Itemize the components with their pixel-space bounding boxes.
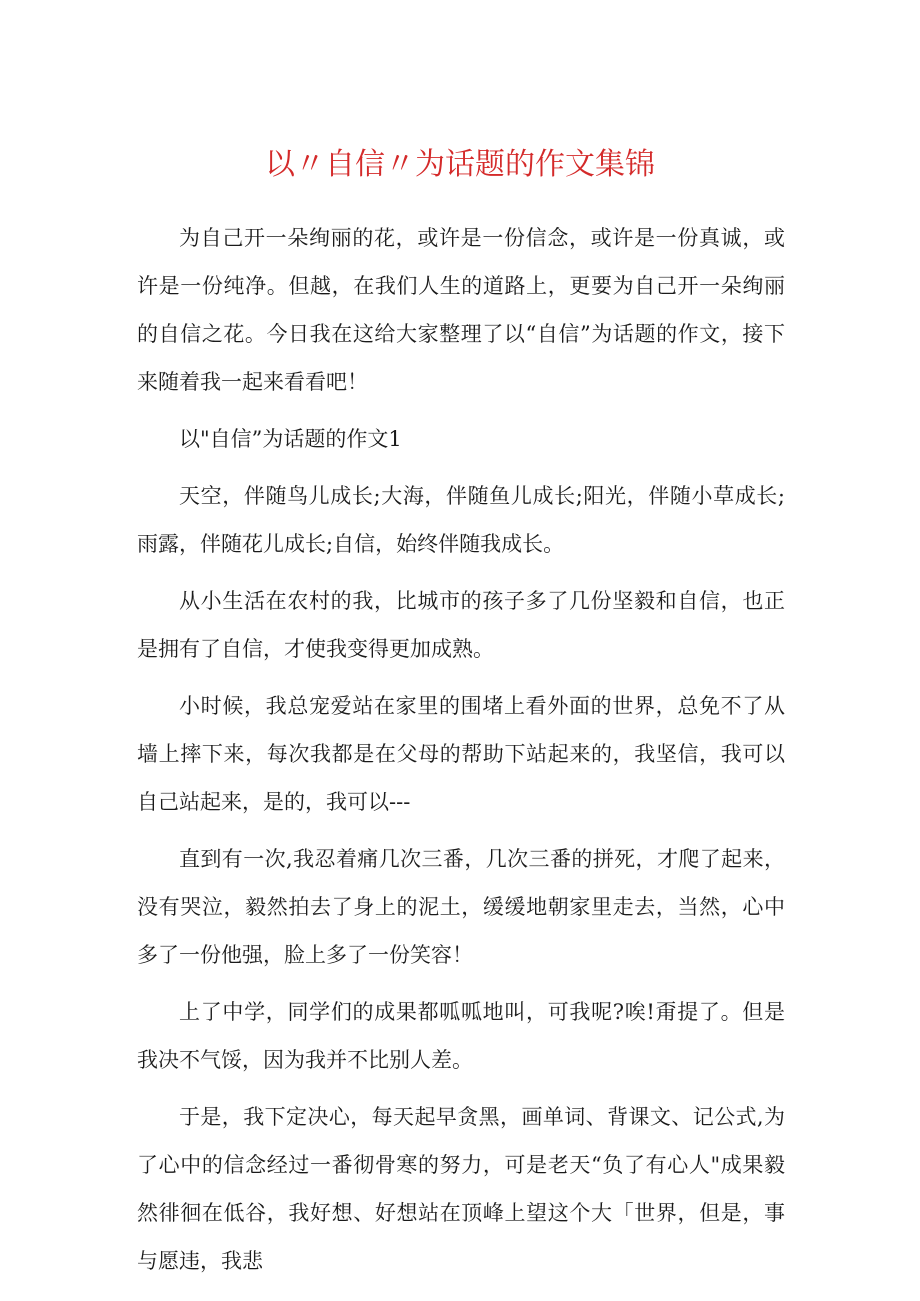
paragraph: 于是，我下定决心，每天起早贪黑，画单词、背课文、记公式,为了心中的信念经过一番彻骨寒的努力，可是老天“负了有心人"成果毅然徘徊在低谷，我好想、好想站在顶峰上望这个大「世界，但是，事与愿违，我悲 [137, 1105, 785, 1273]
paragraph: 小时候，我总宠爱站在家里的围堵上看外面的世界，总免不了从墙上摔下来，每次我都是在父母的帮助下站起来的，我坚信，我可以自己站起来，是的，我可以--- [137, 694, 785, 814]
paragraph: 上了中学，同学们的成果都呱呱地叫，可我呢?唉!甭提了。但是我决不气馁，因为我并不比别人差。 [137, 1000, 785, 1072]
paragraph: 从小生活在农村的我，比城市的孩子多了几份坚毅和自信，也正是拥有了自信，才使我变得更加成熟。 [137, 589, 785, 661]
paragraph-intro: 为自己开一朵绚丽的花，或许是一份信念，或许是一份真诚，或许是一份纯净。但越，在我们人生的道路上，更要为自己开一朵绚丽的自信之花。今日我在这给大家整理了以“自信”为话题的作文，接下来随着我一起来看看吧！ [137, 226, 785, 394]
document-body [137, 214, 785, 1294]
essay-heading: 以"自信”为话题的作文1 [179, 427, 402, 451]
paragraph: 天空，伴随鸟儿成长;大海，伴随鱼儿成长;阳光，伴随小草成长;雨露，伴随花儿成长;自信，始终伴随我成长。 [137, 484, 785, 556]
paragraph: 直到有一次,我忍着痛几次三番，几次三番的拼死，才爬了起来，没有哭泣，毅然拍去了身上的泥土，缓缓地朝家里走去，当然，心中多了一份他强，脸上多了一份笑容！ [137, 847, 785, 967]
document-title: 以〃自信〃为话题的作文集锦 [265, 147, 655, 182]
